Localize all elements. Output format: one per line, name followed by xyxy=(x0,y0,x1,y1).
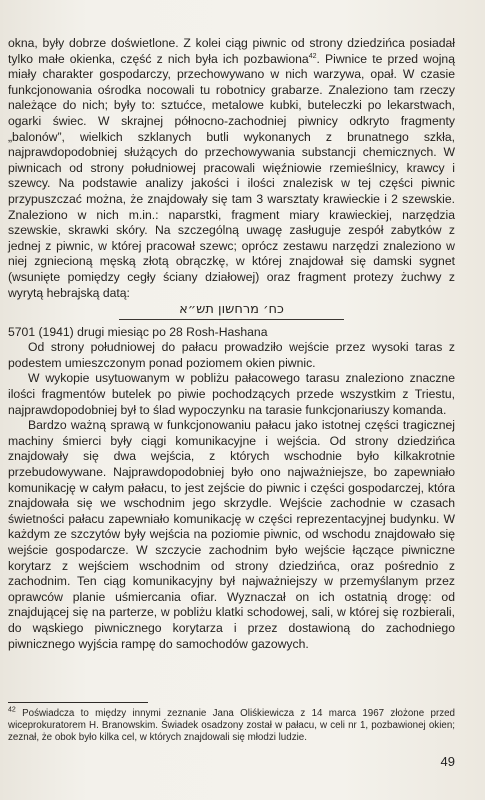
footnote-number: 42 xyxy=(8,706,16,714)
footnote-text: Poświadcza to między innymi zeznanie Jana Oliśkiewicza z 14 marca 1967 złożone przed wiceprokuratorem H. Branowskim. Świadek osadzony został w pałacu, w celi nr 1, pozbawionej okien; zeznał, że obok było kilka cel, w których znajdowali się młodzi ludzie. xyxy=(8,708,455,743)
paragraph-3: W wykopie usytuowanym w pobliżu pałacowego tarasu znaleziono znaczne ilości fragmentów butelek po piwie pochodzących przede wszystkim z Triestu, najprawdopodobniej był to ślad wypoczynku na tarasie funkcjonariuszy komanda. xyxy=(8,371,455,417)
paragraph-4: Bardzo ważną sprawą w funkcjonowaniu pałacu jako istotnej części tragicznej machiny śmierci były ciągi komunikacyjne i wejścia. Od strony dziedzińca znajdowały się dwa wejścia, z których wschodnie było kilkakrotnie przebudowywane. Najprawdopodobniej było ono najważniejsze, bo zapewniało komunikację w całym pałacu, to jest zejście do piwnic i części gospodarczej, która znajdowała się we wschodnim jego skrzydle. Wejście zachodnie w czasach świetności pałacu zapewniało komunikację w części reprezentacyjnej budynku. W każdym ze szczytów były wejścia na poziomie piwnic, od wschodu znajdowało się wejście gospodarcze. W szczycie zachodnim było wejście łączące piwniczne korytarz z wejściem wschodnim od strony dziedzińca, oraz pośrednio z zachodnim. Ten ciąg komunikacyjny był najważniejszy w przemyślanym przez oprawców planie uśmiercania ofiar. Wyznaczał on ich ostatnią drogę: od znajdującej się na parterze, w pobliżu klatki schodowej, sali, w której się rozbierali, do wąskiego piwnicznego korytarza i przez dostawioną do zachodniego piwnicznego wyjścia rampę do samochodów gazowych. xyxy=(8,418,455,651)
paragraph-2: Od strony południowej do pałacu prowadziło wejście przez wysoki taras z podestem umieszczonym ponad poziomem okien piwnic. xyxy=(8,340,455,370)
paragraph-1 xyxy=(8,36,455,301)
paragraph-1-part-a: okna, były dobrze doświetlone. Z kolei ciąg piwnic od strony dziedzińca posiadał tylko małe okienka, część z nich była ich pozbawiona xyxy=(8,36,455,66)
main-text xyxy=(8,36,455,652)
paragraph-1-part-b: . Piwnice te przed wojną miały charakter gospodarczy, przechowywano w nich warzywa, opał. W czasie funkcjonowania ośrodka nocowali tu robotnicy grabarze. Znaleziono tam rzeczy należące do nich; były to: sztućce, metalowe kubki, buteleczki po lekarstwach, ogarki świec. W skrajnej północno-zachodniej piwnicy odkryto fragmenty „balonów”, wielkich szklanych butli wykonanych z brunatnego szkła, najprawdopodobniej służących do przechowywania substancji chemicznych. W piwnicach od strony południowej pracowali więźniowie rzemieślnicy, krawcy i szewcy. Na podstawie analizy jakości i ilości znalezisk w tej części piwnic przypuszczać można, że znajdowały się tam 3 warsztaty krawieckie i 2 szewskie. Znaleziono w nich m.in.: naparstki, fragment miary krawieckiej, narzędzia szewskie, skrawki skóry. Na szczególną uwagę zasługuje zespół zabytków z jednej z piwnic, w której pracował szewc; oprócz zestawu narzędzi znaleziono w niej zgniecioną męską złotą obrączkę, w której znajdował się damski sygnet (wsunięte pomiędzy cegły ściany działowej) oraz fragment protezy żuchwy z wyrytą hebrajską datą: xyxy=(8,51,455,300)
hebrew-date-text: כח׳ מרחשון תש״א xyxy=(119,302,344,320)
hebrew-inscription xyxy=(8,302,455,320)
page-number: 49 xyxy=(440,754,455,769)
footnote xyxy=(8,708,455,744)
footnote-divider xyxy=(8,702,148,703)
date-translation: 5701 (1941) drugi miesiąc po 28 Rosh-Hashana xyxy=(8,324,268,339)
footnote-reference: 42 xyxy=(308,52,317,60)
